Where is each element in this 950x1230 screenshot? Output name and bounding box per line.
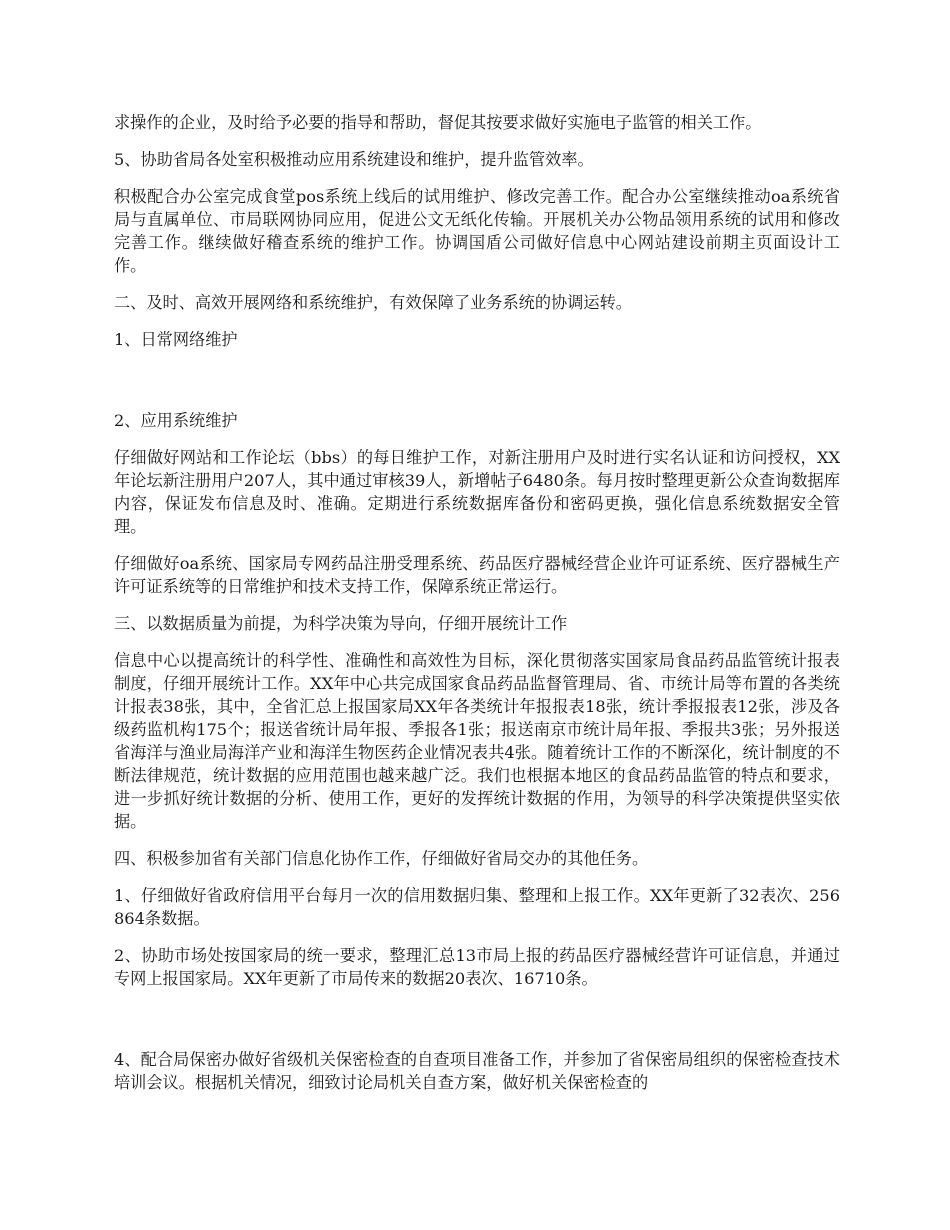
paragraph-continuation: 求操作的企业，及时给予必要的指导和帮助，督促其按要求做好实施电子监管的相关工作。 <box>114 113 762 132</box>
body-paragraph: 仔细做好oa系统、国家局专网药品注册受理系统、药品医疗器械经营企业许可证系统、医疗器械生产许可证系统等的日常维护和技术支持工作，保障系统正常运行。 <box>114 554 840 596</box>
body-paragraph: 仔细做好网站和工作论坛（bbs）的每日维护工作，对新注册用户及时进行实名认证和访问授权，XX年论坛新注册用户207人，其中通过审核39人，新增帖子6480条。每月按时整理更新公众查询数据库内容，保证发布信息及时、准确。定期进行系统数据库备份和密码更换，强化信息系统数据安全管理。 <box>114 448 840 536</box>
section-heading: 四、积极参加省有关部门信息化协作工作，仔细做好省局交办的其他任务。 <box>114 849 649 868</box>
list-item-heading: 5、协助省局各处室积极推动应用系统建设和维护，提升监管效率。 <box>114 150 594 169</box>
list-item-heading: 2、应用系统维护 <box>114 411 238 430</box>
section-heading: 二、及时、高效开展网络和系统维护，有效保障了业务系统的协调运转。 <box>114 293 632 312</box>
section-heading: 三、以数据质量为前提，为科学决策为导向，仔细开展统计工作 <box>114 614 568 633</box>
list-item: 1、仔细做好省政府信用平台每月一次的信用数据归集、整理和上报工作。XX年更新了32表次、256864条数据。 <box>114 886 840 928</box>
body-paragraph: 信息中心以提高统计的科学性、准确性和高效性为目标，深化贯彻落实国家局食品药品监管统计报表制度，仔细开展统计工作。XX年中心共完成国家食品药品监督管理局、省、市统计局等布置的各类统计报表38张，其中，全省汇总上报国家局XX年各类统计年报报表18张，统计季报报表12张，涉及各级药监机构175个；报送省统计局年报、季报各1张；报送南京市统计局年报、季报共3张；另外报送省海洋与渔业局海洋产业和海洋生物医药企业情况表共4张。随着统计工作的不断深化，统计制度的不断法律规范，统计数据的应用范围也越来越广泛。我们也根据本地区的食品药品监管的特点和要求，进一步抓好统计数据的分析、使用工作，更好的发挥统计数据的作用，为领导的科学决策提供坚实依据。 <box>114 651 840 831</box>
blank-gap <box>114 1004 840 1048</box>
list-item: 2、协助市场处按国家局的统一要求，整理汇总13市局上报的药品医疗器械经营许可证信息，并通过专网上报国家局。XX年更新了市局传来的数据20表次、16710条。 <box>114 946 840 988</box>
document-page <box>114 111 840 1108</box>
list-item-heading: 1、日常网络维护 <box>114 330 238 349</box>
list-item: 4、配合局保密办做好省级机关保密检查的自查项目准备工作，并参加了省保密局组织的保密检查技术培训会议。根据机关情况，细致讨论局机关自查方案，做好机关保密检查的 <box>114 1050 840 1092</box>
blank-gap <box>114 365 840 409</box>
body-paragraph: 积极配合办公室完成食堂pos系统上线后的试用维护、修改完善工作。配合办公室继续推动oa系统省局与直属单位、市局联网协同应用，促进公文无纸化传输。开展机关办公物品领用系统的试用和修改完善工作。继续做好稽查系统的维护工作。协调国盾公司做好信息中心网站建设前期主页面设计工作。 <box>114 187 840 275</box>
